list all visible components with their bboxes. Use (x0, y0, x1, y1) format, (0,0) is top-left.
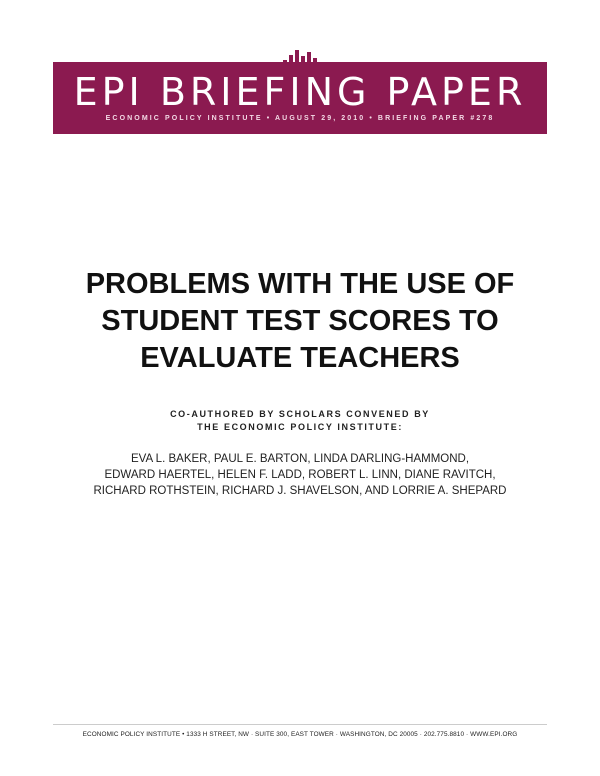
author-list (40, 451, 560, 499)
footer-divider (53, 724, 547, 725)
briefing-banner (53, 62, 547, 134)
document-title (40, 266, 560, 377)
coauthored-heading (60, 408, 540, 434)
coauthored-line: THE ECONOMIC POLICY INSTITUTE: (197, 422, 403, 432)
author-line: RICHARD ROTHSTEIN, RICHARD J. SHAVELSON, AND LORRIE A. SHEPARD (93, 485, 507, 497)
coauthored-line: CO-AUTHORED BY SCHOLARS CONVENED BY (170, 409, 430, 419)
author-line: EDWARD HAERTEL, HELEN F. LADD, ROBERT L. LINN, DIANE RAVITCH, (104, 469, 496, 481)
footer-address: ECONOMIC POLICY INSTITUTE • 1333 H STREET, NW · SUITE 300, EAST TOWER · WASHINGTON, DC 20005 · 202.775.8810 · WWW.EPI.ORG (82, 731, 518, 738)
title-line: EVALUATE TEACHERS (140, 342, 460, 374)
author-line: EVA L. BAKER, PAUL E. BARTON, LINDA DARLING-HAMMOND, (130, 453, 470, 465)
banner-title: EPI BRIEFING PAPER (73, 70, 527, 114)
title-line: PROBLEMS WITH THE USE OF (85, 268, 515, 300)
banner-subtitle: ECONOMIC POLICY INSTITUTE • AUGUST 29, 2010 • BRIEFING PAPER #278 (105, 115, 495, 122)
title-line: STUDENT TEST SCORES TO (101, 305, 499, 337)
